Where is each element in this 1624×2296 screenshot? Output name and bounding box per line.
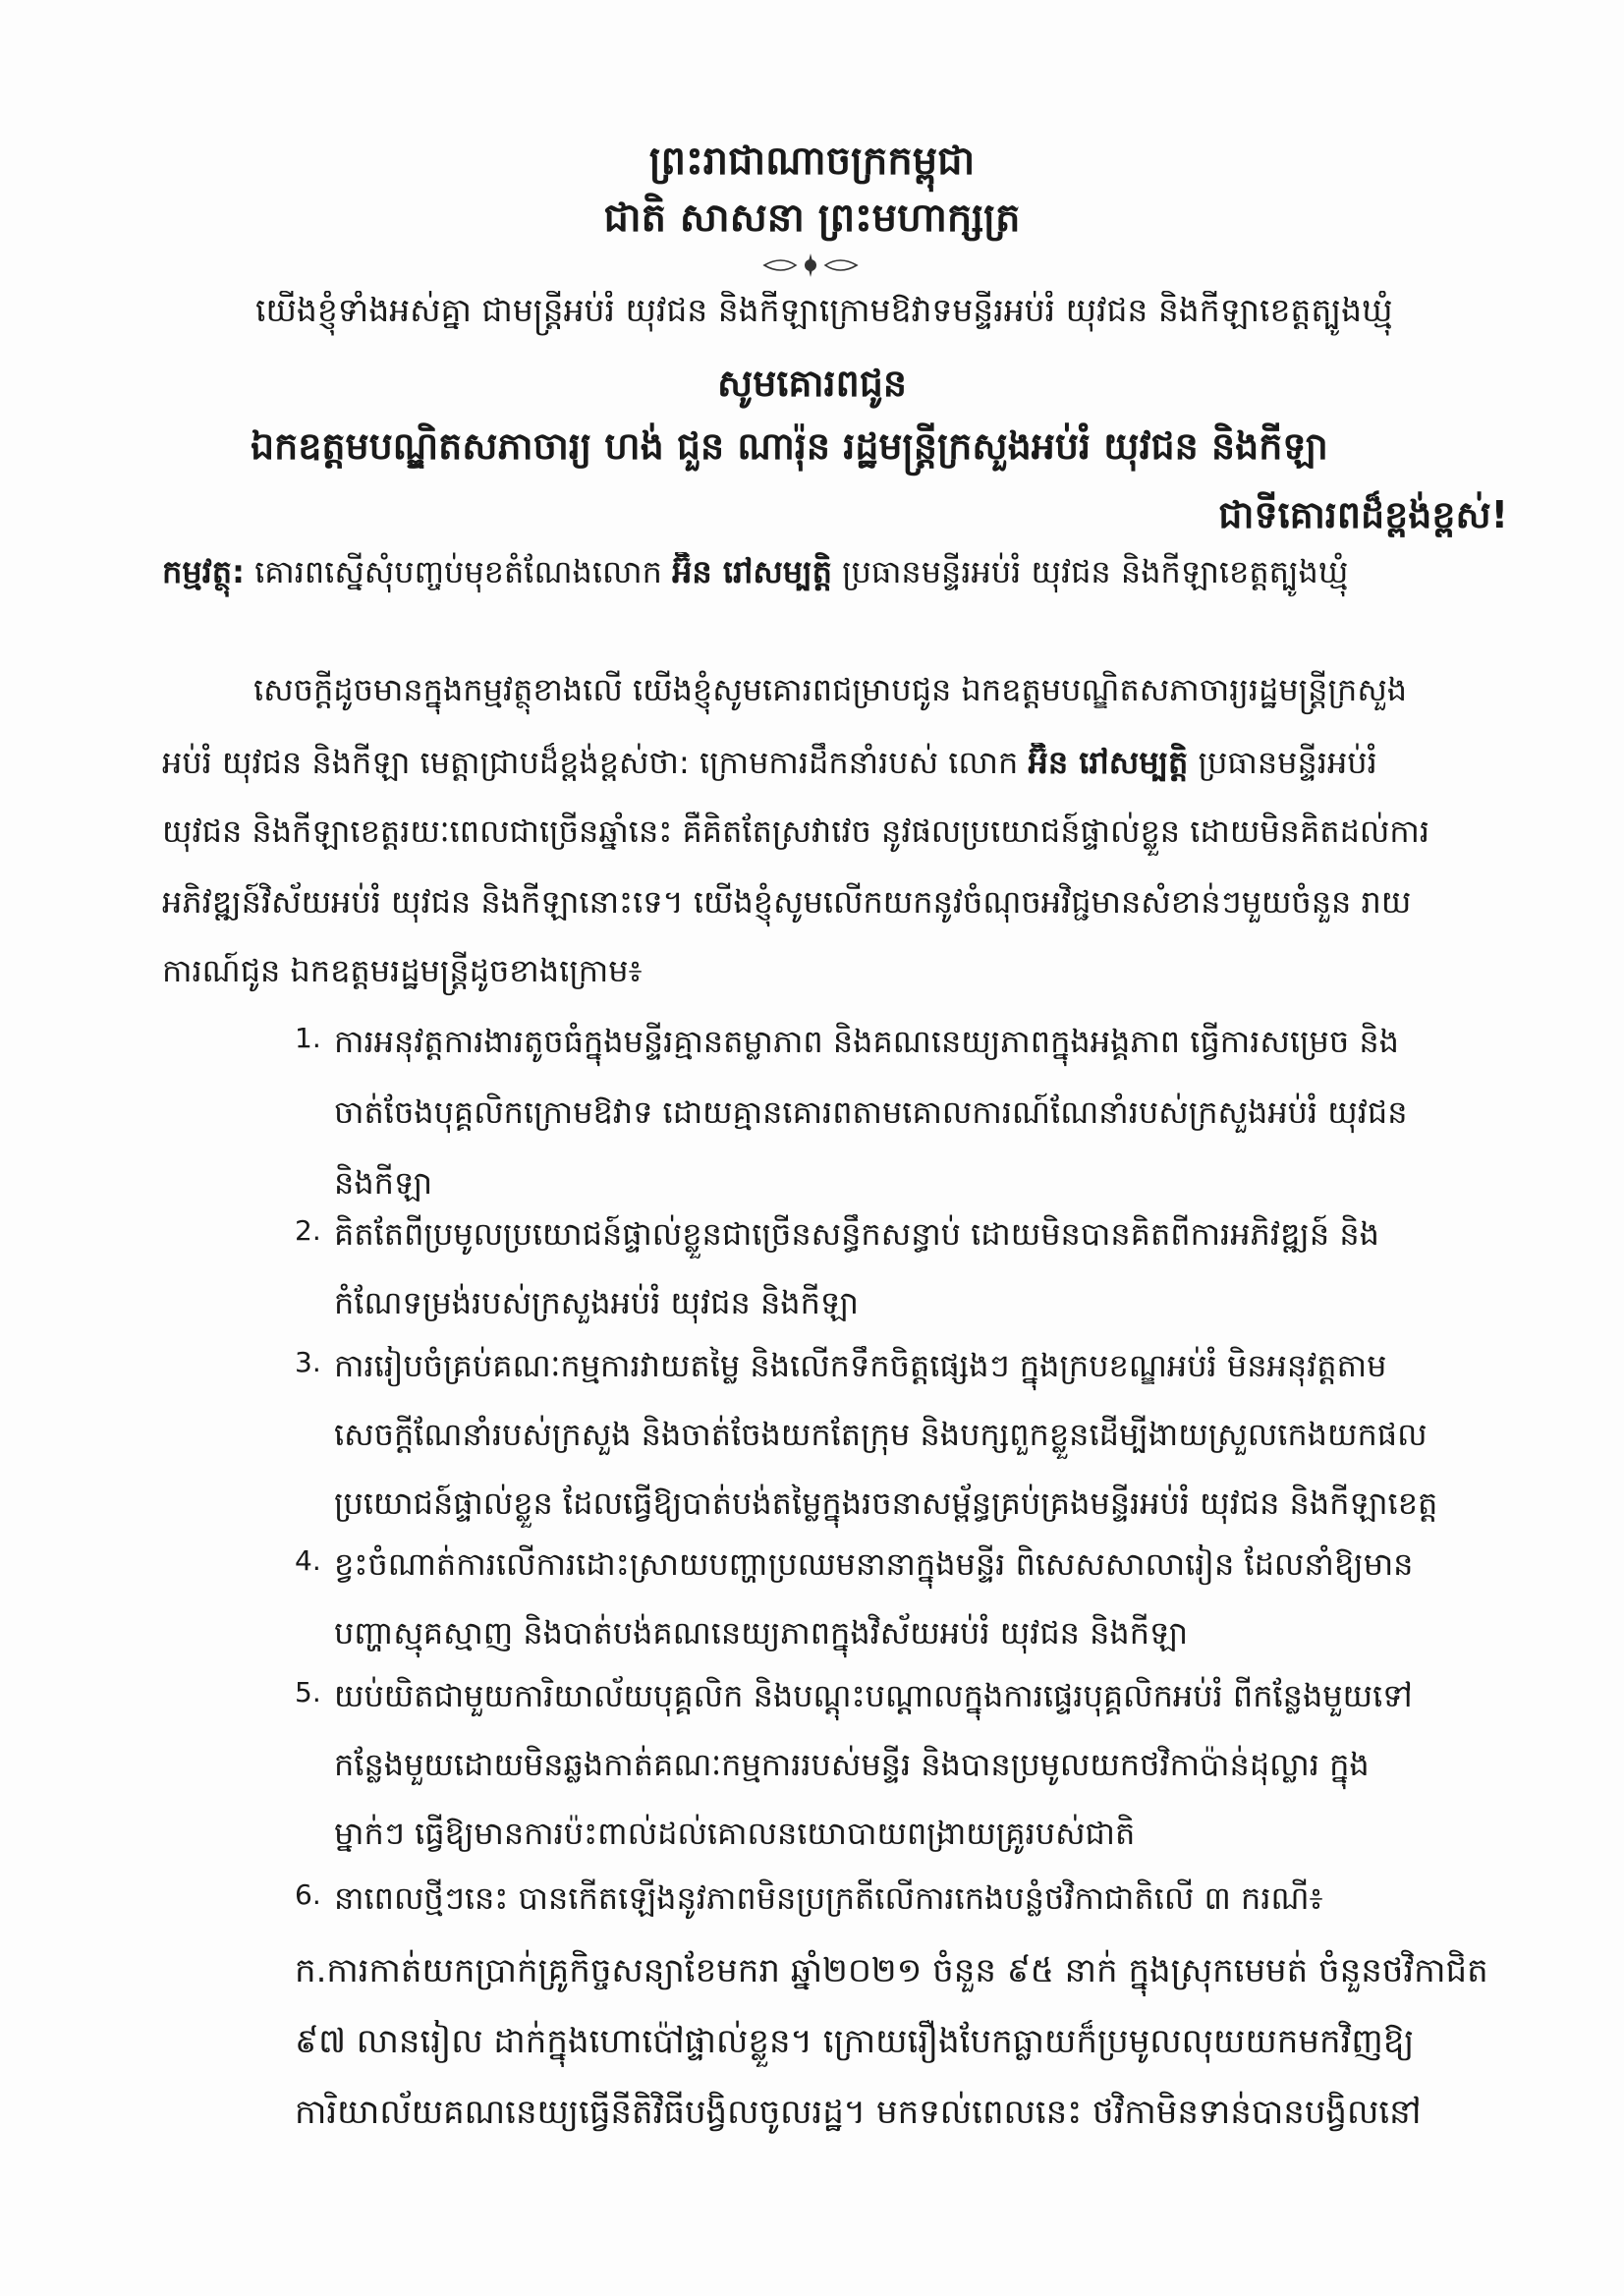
national-motto: ជាតិ សាសនា ព្រះមហាក្សត្រ [603,196,1021,241]
subject-text: គោរពស្នើសុំបញ្ចប់មុខតំណែងលោក [244,553,673,590]
addressee-line-2: ជាទីគោរពដ៏ខ្ពង់ខ្ពស់! [1218,493,1508,536]
list-item-number: 4. [295,1544,321,1577]
subject-label: កម្មវត្ថុ: [162,553,245,590]
list-item-line: កន្លែងមួយដោយមិនឆ្លងកាត់គណៈកម្មការរបស់មន្ទីរ និងបានប្រមូលយកថវិកាប៉ាន់ដុល្លារ ក្នុង [334,1746,1370,1783]
body-paragraph-line: ការណ៍ជូន ឯកឧត្តមរដ្ឋមន្ត្រីដូចខាងក្រោម៖ [162,952,643,989]
list-item-line: ខ្វះចំណាត់ការលើការដោះស្រាយបញ្ហាប្រឈមនានាក្នុងមន្ទីរ ពិសេសសាលារៀន ដែលនាំឱ្យមាន [334,1545,1414,1583]
subject-name: អ៊ិន រៅសម្បត្តិ [672,553,832,590]
body-paragraph-line: អភិវឌ្ឍន៍វិស័យអប់រំ យុវជន និងកីឡានោះទេ។ យើងខ្ញុំសូមលើកយកនូវចំណុចអវិជ្ជមានសំខាន់ៗមួយចំនួន រាយ [162,883,1412,921]
ornament-divider-icon [756,251,865,280]
list-item-number: 1. [295,1022,321,1054]
list-item-number: 6. [295,1878,321,1911]
subject-text-after: ប្រធានមន្ទីរអប់រំ យុវជន និងកីឡាខេត្តត្បូងឃ្មុំ [831,553,1349,590]
sender-line: យើងខ្ញុំទាំងអស់គ្នា ជាមន្ត្រីអប់រំ យុវជន និងកីឡាក្រោមឱវាទមន្ទីរអប់រំ យុវជន និងកីឡាខេត្តត្បូងឃ្មុំ [255,291,1393,329]
list-item-line: ម្នាក់ៗ ធ្វើឱ្យមានការប៉ះពាល់ដល់គោលនយោបាយពង្រាយគ្រូរបស់ជាតិ [334,1815,1136,1852]
list-item-number: 5. [295,1676,321,1708]
list-item-line: ការអនុវត្តការងារតូចធំក្នុងមន្ទីរគ្មានតម្លាភាព និងគណនេយ្យភាពក្នុងអង្គភាព ធ្វើការសម្រេច និង [334,1023,1399,1060]
kingdom-heading: ព្រះរាជាណាចក្រកម្ពុជា [648,139,976,184]
body-paragraph-line: សេចក្តីដូចមានក្នុងកម្មវត្ថុខាងលើ យើងខ្ញុំសូមគោរពជម្រាបជូន ឯកឧត្តមបណ្ឌិតសភាចារ្យរដ្ឋមន្ត្រីក្រសួង [253,671,1408,708]
body-text: ប្រធានមន្ទីរអប់រំ [1188,744,1377,781]
sub-item-line: ការិយាល័យគណនេយ្យធ្វើនីតិវិធីបង្វិលចូលរដ្ឋ។ មកទល់ពេលនេះ ថវិកាមិនទាន់បានបង្វិលនៅ [295,2093,1422,2132]
list-item-line: កំណែទម្រង់របស់ក្រសួងអប់រំ យុវជន និងកីឡា [334,1284,859,1321]
list-item-line: សេចក្តីណែនាំរបស់ក្រសួង និងចាត់ចែងយកតែក្រុម និងបក្សពួកខ្លួនដើម្បីងាយស្រួលកេងយកផល [334,1416,1428,1453]
body-text: អប់រំ យុវជន និងកីឡា មេត្តាជ្រាបដ៏ខ្ពង់ខ្ពស់ថា: ក្រោមការដឹកនាំរបស់ លោក [162,744,1029,781]
list-item-line: យប់យិតជាមួយការិយាល័យបុគ្គលិក និងបណ្តុះបណ្តាលក្នុងការផ្ទេរបុគ្គលិកអប់រំ ពីកន្លែងមួយទៅ [334,1677,1413,1714]
list-item-line: ប្រយោជន៍ផ្ទាល់ខ្លួន ដែលធ្វើឱ្យបាត់បង់តម្លៃក្នុងរចនាសម្ព័ន្ធគ្រប់គ្រងមន្ទីរអប់រំ យុវជន និងកីឡាខេត្ត [334,1484,1438,1522]
list-item-line: នាពេលថ្មីៗនេះ បានកើតឡើងនូវភាពមិនប្រក្រតីលើការកេងបន្លំថវិកាជាតិលើ ៣ ករណី៖ [334,1879,1323,1917]
body-paragraph-line [162,743,1523,789]
list-item-line: គិតតែពីប្រមូលប្រយោជន៍ផ្ទាល់ខ្លួនជាច្រើនសន្ធឹកសន្ធាប់ ដោយមិនបានគិតពីការអភិវឌ្ឍន៍ និង [334,1215,1379,1253]
greeting: សូមគោរពជូន [717,362,907,405]
director-name: អ៊ិន រៅសម្បត្តិ [1028,744,1189,781]
addressee-line-1: ឯកឧត្តមបណ្ឌិតសភាចារ្យ ហង់ ជួន ណារ៉ុន រដ្ឋមន្ត្រីក្រសួងអប់រំ យុវជន និងកីឡា [251,424,1328,468]
list-item-line: ការរៀបចំគ្រប់គណៈកម្មការវាយតម្លៃ និងលើកទឹកចិត្តផ្សេងៗ ក្នុងក្របខណ្ឌអប់រំ មិនអនុវត្តតាម [334,1347,1387,1384]
sub-item-line: ៩៧ លានរៀល ដាក់ក្នុងហោប៉ៅផ្ទាល់ខ្លួន។ ក្រោយរឿងបែកធ្លាយក៏ប្រមូលលុយយកមកវិញឱ្យ [295,2022,1415,2061]
sub-item-line: ក.ការកាត់យកប្រាក់គ្រូកិច្ចសន្យាខែមករា ឆ្នាំ២០២១ ចំនួន ៩៥ នាក់ ក្នុងស្រុកមេមត់ ចំនួនថវិកាជិត [295,1951,1488,1990]
list-item-line: បញ្ហាស្មុគស្មាញ និងបាត់បង់គណនេយ្យភាពក្នុងវិស័យអប់រំ យុវជន និងកីឡា [334,1614,1189,1652]
subject-line [162,552,1518,598]
body-paragraph-line: យុវជន និងកីឡាខេត្តរយៈពេលជាច្រើនឆ្នាំនេះ គឺគិតតែស្រវាវេច នូវផលប្រយោជន៍ផ្ទាល់ខ្លួន ដោយមិនគិតដល់ការ [162,812,1429,850]
list-item-number: 2. [295,1214,321,1247]
list-item-line: និងកីឡា [334,1164,432,1202]
list-item-number: 3. [295,1346,321,1378]
list-item-line: ចាត់ចែងបុគ្គលិកក្រោមឱវាទ ដោយគ្មានគោរពតាមគោលការណ៍ណែនាំរបស់ក្រសួងអប់រំ យុវជន [334,1093,1408,1131]
